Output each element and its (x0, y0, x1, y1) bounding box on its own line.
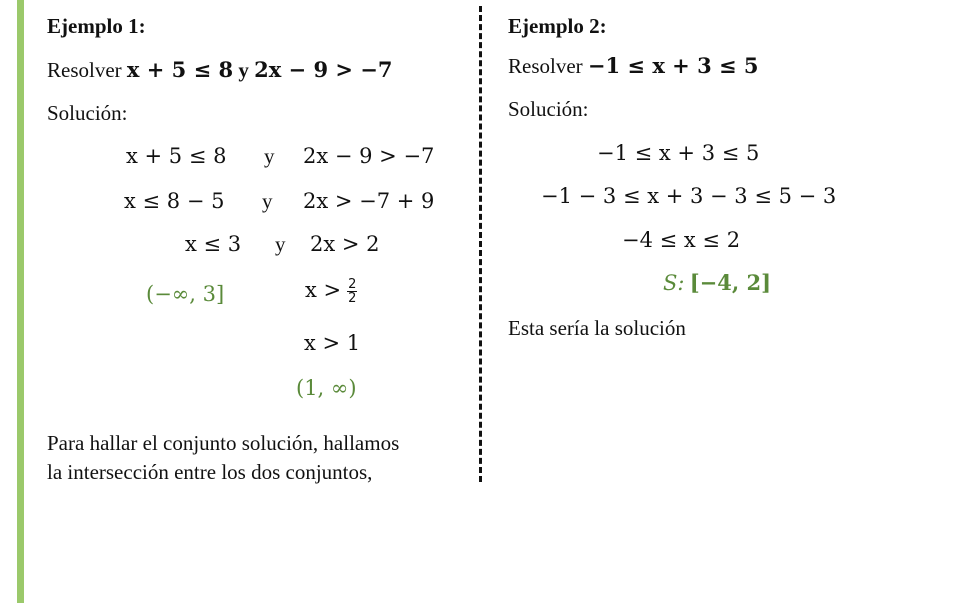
resolver-label: Resolver (47, 58, 122, 82)
explanation-line2: la intersección entre los dos conjuntos, (47, 460, 373, 484)
column-divider (479, 6, 482, 482)
answer-label: S: (663, 271, 685, 295)
inequality-b: 2x − 9 > −7 (254, 57, 393, 82)
ex2-step3: −4 ≤ x ≤ 2 (622, 228, 741, 252)
explanation-line1: Para hallar el conjunto solución, hallamos (47, 431, 400, 455)
step1-left: x + 5 ≤ 8 (126, 144, 227, 168)
conjunction-y: y (238, 58, 249, 82)
fraction-step (305, 278, 357, 305)
step3-left: x ≤ 3 (185, 232, 242, 256)
inequality-a: x + 5 ≤ 8 (126, 57, 234, 82)
example1-solution-label: Solución: (47, 101, 128, 125)
ex2-answer (663, 271, 771, 295)
interval-result-1: (−∞, 3] (146, 282, 225, 306)
step1-y: y (264, 144, 275, 168)
green-margin-bar (17, 0, 24, 603)
example1-statement (47, 58, 392, 82)
answer-interval: [−4, 2] (689, 270, 772, 295)
example2-title: Ejemplo 2: (508, 14, 607, 38)
ex2-step1: −1 ≤ x + 3 ≤ 5 (597, 141, 760, 165)
fraction-lhs: x > (305, 278, 342, 302)
interval-result-2: (1, ∞) (296, 376, 357, 400)
step2-right: 2x > −7 + 9 (303, 189, 435, 213)
x-greater-than-1: x > 1 (304, 331, 361, 355)
example2-solution-label: Solución: (508, 97, 589, 121)
resolver-label-2: Resolver (508, 54, 583, 78)
step3-y: y (275, 232, 286, 256)
fraction (347, 278, 357, 305)
compound-inequality: −1 ≤ x + 3 ≤ 5 (587, 53, 759, 78)
ex2-note: Esta sería la solución (508, 316, 686, 340)
step1-right: 2x − 9 > −7 (303, 144, 435, 168)
step2-y: y (262, 189, 273, 213)
step3-right: 2x > 2 (310, 232, 380, 256)
example2-statement (508, 54, 759, 78)
ex2-step2: −1 − 3 ≤ x + 3 − 3 ≤ 5 − 3 (541, 184, 837, 208)
fraction-numerator: 2 (348, 277, 357, 292)
step2-left: x ≤ 8 − 5 (124, 189, 225, 213)
fraction-denominator: 2 (348, 291, 357, 306)
example1-title: Ejemplo 1: (47, 14, 146, 38)
